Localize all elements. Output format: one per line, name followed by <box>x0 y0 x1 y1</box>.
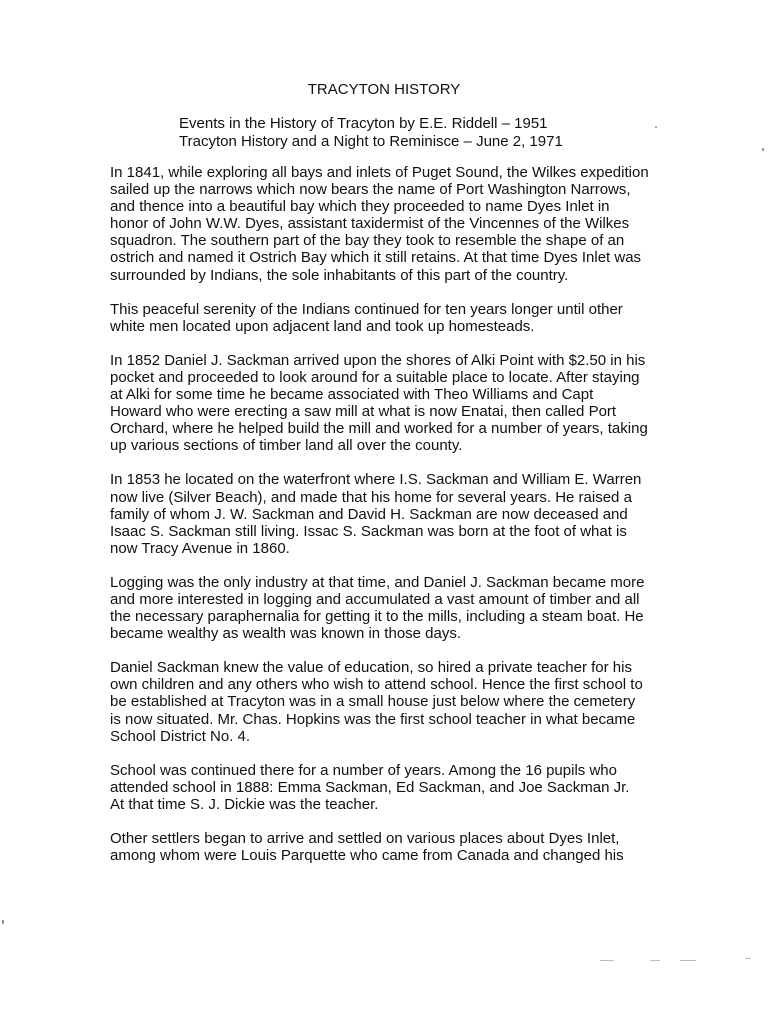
text-line: at Alki for some time he became associated with Theo Williams and Capt <box>110 386 594 404</box>
text-line: own children and any others who wish to attend school. Hence the first school to <box>110 676 643 694</box>
text-line: and more interested in logging and accumulated a vast amount of timber and all <box>110 590 640 608</box>
text-line: surrounded by Indians, the sole inhabitants of this part of the country. <box>110 266 569 284</box>
source-citation: Tracyton History and a Night to Reminisce – June 2, 1971 <box>179 133 563 150</box>
paragraph <box>110 830 658 864</box>
text-line: sailed up the narrows which now bears the name of Port Washington Narrows, <box>110 181 631 199</box>
text-line: School District No. 4. <box>110 727 251 745</box>
text-line: pocket and proceeded to look around for a suitable place to locate. After staying <box>110 368 640 386</box>
scan-speck <box>650 960 660 961</box>
scan-speck <box>2 920 4 924</box>
text-line: In 1852 Daniel J. Sackman arrived upon the shores of Alki Point with $2.50 in his <box>110 351 646 369</box>
paragraph <box>110 659 658 744</box>
text-line: This peaceful serenity of the Indians continued for ten years longer until other <box>110 300 623 318</box>
text-line: At that time S. J. Dickie was the teacher. <box>110 795 379 813</box>
text-line: squadron. The southern part of the bay they took to resemble the shape of an <box>110 232 625 250</box>
paragraph <box>110 164 658 284</box>
page-title: TRACYTON HISTORY <box>307 81 461 98</box>
paragraph <box>110 574 658 642</box>
text-line: Other settlers began to arrive and settled on various places about Dyes Inlet, <box>110 830 620 847</box>
text-line: Daniel Sackman knew the value of education, so hired a private teacher for his <box>110 659 632 677</box>
document-body <box>110 164 658 881</box>
text-line: School was continued there for a number of years. Among the 16 pupils who <box>110 761 617 779</box>
text-line: Orchard, where he helped build the mill and worked for a number of years, taking <box>110 420 648 438</box>
text-line: among whom were Louis Parquette who came from Canada and changed his <box>110 847 624 865</box>
paragraph <box>110 762 658 813</box>
text-line: family of whom J. W. Sackman and David H. Sackman are now deceased and <box>110 505 628 523</box>
text-line: be established at Tracyton was in a small house just below where the cemetery <box>110 693 636 711</box>
scan-speck <box>680 960 696 961</box>
text-line: now Tracy Avenue in 1860. <box>110 539 290 557</box>
text-line: Logging was the only industry at that time, and Daniel J. Sackman became more <box>110 573 645 591</box>
paragraph <box>110 471 658 556</box>
source-citations <box>179 115 563 151</box>
paragraph <box>110 352 658 455</box>
text-line: is now situated. Mr. Chas. Hopkins was the first school teacher in what became <box>110 710 636 728</box>
text-line: and thence into a beautiful bay which they proceeded to name Dyes Inlet in <box>110 198 610 216</box>
source-citation: Events in the History of Tracyton by E.E. Riddell – 1951 <box>179 115 548 132</box>
paragraph <box>110 301 658 335</box>
text-line: white men located upon adjacent land and took up homesteads. <box>110 317 535 335</box>
text-line: attended school in 1888: Emma Sackman, Ed Sackman, and Joe Sackman Jr. <box>110 778 630 796</box>
text-line: honor of John W.W. Dyes, assistant taxidermist of the Vincennes of the Wilkes <box>110 215 630 233</box>
text-line: the necessary paraphernalia for getting it to the mills, including a steam boat. He <box>110 608 644 626</box>
scan-speck <box>600 960 614 961</box>
text-line: became wealthy as wealth was known in those days. <box>110 625 462 643</box>
text-line: ostrich and named it Ostrich Bay which it still retains. At that time Dyes Inlet was <box>110 249 642 267</box>
text-line: Isaac S. Sackman still living. Issac S. Sackman was born at the foot of what is <box>110 522 627 540</box>
scan-speck <box>745 958 751 959</box>
text-line: In 1853 he located on the waterfront where I.S. Sackman and William E. Warren <box>110 471 642 489</box>
text-line: up various sections of timber land all over the county. <box>110 437 463 455</box>
text-line: now live (Silver Beach), and made that his home for several years. He raised a <box>110 488 632 506</box>
scan-speck <box>655 126 657 128</box>
scan-speck <box>762 148 764 151</box>
text-line: In 1841, while exploring all bays and inlets of Puget Sound, the Wilkes expedition <box>110 164 649 181</box>
text-line: Howard who were erecting a saw mill at what is now Enatai, then called Port <box>110 403 617 421</box>
